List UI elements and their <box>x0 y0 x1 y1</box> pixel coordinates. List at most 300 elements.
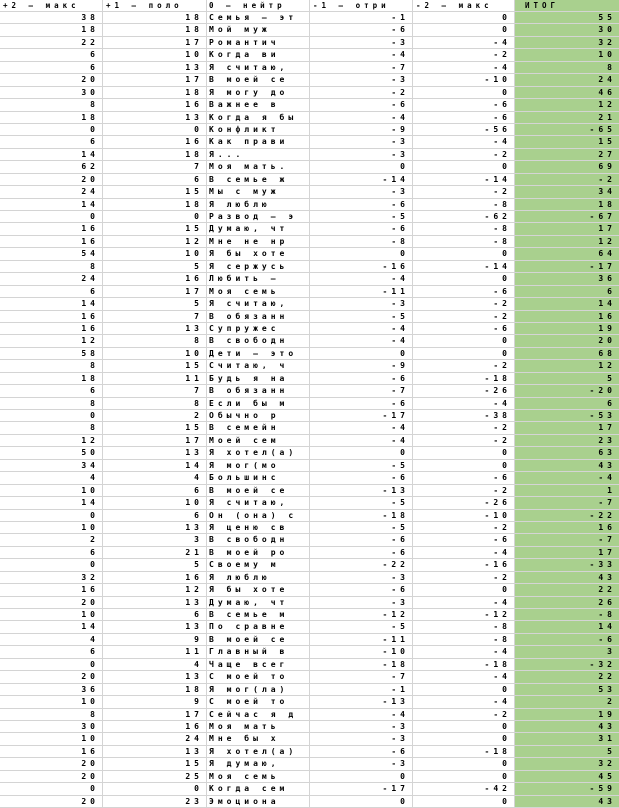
cell-plus-one[interactable]: 12 <box>103 584 207 596</box>
cell-total[interactable]: 12 <box>515 360 619 372</box>
cell-minus-one[interactable]: -22 <box>310 559 413 571</box>
cell-minus-two[interactable]: -6 <box>413 323 515 335</box>
cell-plus-one[interactable]: 5 <box>103 261 207 273</box>
cell-plus-two[interactable]: 14 <box>0 149 103 161</box>
cell-neutral[interactable]: Любить — <box>207 273 310 285</box>
cell-total[interactable]: 64 <box>515 248 619 260</box>
cell-plus-two[interactable]: 14 <box>0 621 103 633</box>
cell-total[interactable]: 17 <box>515 547 619 559</box>
cell-minus-two[interactable]: -6 <box>413 286 515 298</box>
cell-plus-two[interactable]: 30 <box>0 87 103 99</box>
cell-minus-two[interactable]: 0 <box>413 771 515 783</box>
cell-minus-one[interactable]: -16 <box>310 261 413 273</box>
cell-neutral[interactable]: Я мог(ла) <box>207 684 310 696</box>
cell-total[interactable]: -2 <box>515 174 619 186</box>
cell-plus-two[interactable]: 12 <box>0 435 103 447</box>
cell-neutral[interactable]: Я бы хоте <box>207 248 310 260</box>
cell-minus-two[interactable]: -2 <box>413 522 515 534</box>
cell-plus-one[interactable]: 4 <box>103 659 207 671</box>
cell-plus-one[interactable]: 13 <box>103 112 207 124</box>
cell-total[interactable]: 43 <box>515 721 619 733</box>
cell-plus-one[interactable]: 16 <box>103 273 207 285</box>
cell-minus-one[interactable]: -6 <box>310 99 413 111</box>
cell-minus-one[interactable]: -6 <box>310 534 413 546</box>
cell-plus-one[interactable]: 15 <box>103 186 207 198</box>
cell-total[interactable]: 1 <box>515 485 619 497</box>
cell-plus-one[interactable]: 21 <box>103 547 207 559</box>
cell-minus-one[interactable]: -13 <box>310 696 413 708</box>
cell-plus-two[interactable]: 4 <box>0 472 103 484</box>
cell-plus-one[interactable]: 9 <box>103 696 207 708</box>
cell-plus-two[interactable]: 24 <box>0 273 103 285</box>
cell-minus-one[interactable]: -3 <box>310 149 413 161</box>
cell-minus-one[interactable]: -18 <box>310 510 413 522</box>
cell-neutral[interactable]: В моей се <box>207 485 310 497</box>
cell-total[interactable]: 36 <box>515 273 619 285</box>
cell-total[interactable]: 16 <box>515 522 619 534</box>
cell-minus-two[interactable]: -62 <box>413 211 515 223</box>
cell-neutral[interactable]: Я мог(мо <box>207 460 310 472</box>
cell-minus-one[interactable]: 0 <box>310 161 413 173</box>
header-cell[interactable]: -2 — макс <box>413 0 515 12</box>
cell-minus-two[interactable]: -4 <box>413 37 515 49</box>
cell-plus-two[interactable]: 6 <box>0 547 103 559</box>
cell-plus-two[interactable]: 62 <box>0 161 103 173</box>
cell-plus-one[interactable]: 13 <box>103 447 207 459</box>
cell-total[interactable]: 10 <box>515 49 619 61</box>
cell-neutral[interactable]: В семье м <box>207 609 310 621</box>
cell-plus-two[interactable]: 20 <box>0 174 103 186</box>
cell-minus-two[interactable]: -8 <box>413 199 515 211</box>
cell-minus-one[interactable]: -6 <box>310 373 413 385</box>
cell-minus-one[interactable]: -4 <box>310 112 413 124</box>
cell-plus-two[interactable]: 8 <box>0 261 103 273</box>
cell-plus-two[interactable]: 20 <box>0 597 103 609</box>
cell-total[interactable]: 30 <box>515 24 619 36</box>
cell-total[interactable]: 20 <box>515 335 619 347</box>
cell-minus-one[interactable]: -4 <box>310 323 413 335</box>
cell-plus-two[interactable]: 32 <box>0 572 103 584</box>
cell-minus-one[interactable]: 0 <box>310 248 413 260</box>
cell-plus-two[interactable]: 0 <box>0 559 103 571</box>
cell-minus-one[interactable]: -6 <box>310 223 413 235</box>
cell-total[interactable]: 17 <box>515 422 619 434</box>
cell-minus-one[interactable]: -3 <box>310 74 413 86</box>
cell-minus-one[interactable]: -6 <box>310 472 413 484</box>
cell-neutral[interactable]: В свободн <box>207 335 310 347</box>
cell-plus-two[interactable]: 14 <box>0 497 103 509</box>
cell-minus-one[interactable]: -4 <box>310 709 413 721</box>
cell-minus-one[interactable]: 0 <box>310 348 413 360</box>
cell-plus-two[interactable]: 8 <box>0 422 103 434</box>
cell-neutral[interactable]: Обычно р <box>207 410 310 422</box>
cell-plus-one[interactable]: 5 <box>103 559 207 571</box>
cell-plus-two[interactable]: 18 <box>0 112 103 124</box>
cell-total[interactable]: -59 <box>515 783 619 795</box>
cell-plus-two[interactable]: 8 <box>0 398 103 410</box>
cell-neutral[interactable]: В семейн <box>207 422 310 434</box>
cell-minus-one[interactable]: -4 <box>310 273 413 285</box>
cell-minus-one[interactable]: -17 <box>310 410 413 422</box>
cell-minus-two[interactable]: -18 <box>413 659 515 671</box>
cell-plus-one[interactable]: 18 <box>103 24 207 36</box>
cell-total[interactable]: 46 <box>515 87 619 99</box>
cell-plus-one[interactable]: 25 <box>103 771 207 783</box>
cell-plus-two[interactable]: 10 <box>0 733 103 745</box>
cell-neutral[interactable]: Думаю, чт <box>207 597 310 609</box>
cell-plus-two[interactable]: 8 <box>0 99 103 111</box>
cell-total[interactable]: -67 <box>515 211 619 223</box>
cell-plus-two[interactable]: 6 <box>0 62 103 74</box>
cell-total[interactable]: 14 <box>515 298 619 310</box>
cell-total[interactable]: -8 <box>515 609 619 621</box>
cell-neutral[interactable]: Моей сем <box>207 435 310 447</box>
cell-plus-one[interactable]: 0 <box>103 124 207 136</box>
cell-plus-one[interactable]: 17 <box>103 709 207 721</box>
cell-total[interactable]: 55 <box>515 12 619 24</box>
cell-plus-two[interactable]: 36 <box>0 684 103 696</box>
cell-neutral[interactable]: Если бы м <box>207 398 310 410</box>
cell-plus-two[interactable]: 8 <box>0 709 103 721</box>
cell-minus-two[interactable]: -2 <box>413 49 515 61</box>
cell-plus-one[interactable]: 18 <box>103 684 207 696</box>
cell-plus-two[interactable]: 58 <box>0 348 103 360</box>
cell-total[interactable]: 12 <box>515 236 619 248</box>
cell-minus-one[interactable]: -6 <box>310 24 413 36</box>
cell-neutral[interactable]: Будь я на <box>207 373 310 385</box>
cell-total[interactable]: 21 <box>515 112 619 124</box>
cell-total[interactable]: 34 <box>515 186 619 198</box>
cell-minus-one[interactable]: -3 <box>310 597 413 609</box>
cell-plus-one[interactable]: 7 <box>103 385 207 397</box>
cell-plus-two[interactable]: 12 <box>0 335 103 347</box>
cell-total[interactable]: 27 <box>515 149 619 161</box>
cell-plus-two[interactable]: 0 <box>0 659 103 671</box>
cell-minus-two[interactable]: -8 <box>413 236 515 248</box>
cell-minus-two[interactable]: -18 <box>413 373 515 385</box>
cell-neutral[interactable]: Я люблю <box>207 199 310 211</box>
cell-neutral[interactable]: По сравне <box>207 621 310 633</box>
cell-plus-two[interactable]: 18 <box>0 373 103 385</box>
cell-minus-one[interactable]: -5 <box>310 311 413 323</box>
cell-plus-one[interactable]: 3 <box>103 534 207 546</box>
cell-minus-two[interactable]: 0 <box>413 796 515 808</box>
cell-plus-one[interactable]: 18 <box>103 12 207 24</box>
cell-minus-two[interactable]: 0 <box>413 12 515 24</box>
cell-plus-two[interactable]: 10 <box>0 609 103 621</box>
cell-total[interactable]: 31 <box>515 733 619 745</box>
cell-minus-two[interactable]: -4 <box>413 62 515 74</box>
cell-plus-two[interactable]: 0 <box>0 211 103 223</box>
cell-total[interactable]: 22 <box>515 584 619 596</box>
cell-neutral[interactable]: Главный в <box>207 646 310 658</box>
cell-minus-two[interactable]: -2 <box>413 360 515 372</box>
cell-total[interactable]: 19 <box>515 323 619 335</box>
cell-minus-two[interactable]: -2 <box>413 435 515 447</box>
cell-minus-two[interactable]: -14 <box>413 261 515 273</box>
cell-minus-one[interactable]: -9 <box>310 360 413 372</box>
cell-total[interactable]: 19 <box>515 709 619 721</box>
cell-plus-two[interactable]: 20 <box>0 771 103 783</box>
cell-minus-one[interactable]: -3 <box>310 758 413 770</box>
cell-plus-two[interactable]: 16 <box>0 323 103 335</box>
cell-minus-two[interactable]: -6 <box>413 112 515 124</box>
cell-minus-two[interactable]: -6 <box>413 99 515 111</box>
cell-neutral[interactable]: В моей се <box>207 634 310 646</box>
cell-plus-two[interactable]: 54 <box>0 248 103 260</box>
cell-minus-one[interactable]: -12 <box>310 609 413 621</box>
cell-neutral[interactable]: В обязанн <box>207 311 310 323</box>
cell-total[interactable]: 32 <box>515 758 619 770</box>
cell-total[interactable]: 8 <box>515 62 619 74</box>
cell-total[interactable]: -17 <box>515 261 619 273</box>
cell-plus-one[interactable]: 11 <box>103 646 207 658</box>
cell-minus-one[interactable]: -1 <box>310 684 413 696</box>
cell-neutral[interactable]: Я хотел(а) <box>207 746 310 758</box>
cell-plus-one[interactable]: 18 <box>103 87 207 99</box>
cell-plus-two[interactable]: 6 <box>0 136 103 148</box>
cell-minus-two[interactable]: -4 <box>413 398 515 410</box>
cell-total[interactable]: -33 <box>515 559 619 571</box>
cell-neutral[interactable]: Эмоциона <box>207 796 310 808</box>
cell-neutral[interactable]: Я бы хоте <box>207 584 310 596</box>
cell-plus-two[interactable]: 16 <box>0 746 103 758</box>
cell-minus-two[interactable]: -2 <box>413 149 515 161</box>
cell-plus-one[interactable]: 14 <box>103 460 207 472</box>
cell-plus-one[interactable]: 8 <box>103 335 207 347</box>
cell-plus-two[interactable]: 0 <box>0 410 103 422</box>
cell-minus-one[interactable]: -11 <box>310 286 413 298</box>
cell-neutral[interactable]: Я... <box>207 149 310 161</box>
cell-plus-one[interactable]: 0 <box>103 211 207 223</box>
cell-total[interactable]: -4 <box>515 472 619 484</box>
cell-neutral[interactable]: Семья — эт <box>207 12 310 24</box>
cell-plus-one[interactable]: 13 <box>103 746 207 758</box>
cell-minus-one[interactable]: -5 <box>310 497 413 509</box>
cell-neutral[interactable]: Сейчас я д <box>207 709 310 721</box>
header-cell-total[interactable]: ИТОГ <box>515 0 619 12</box>
cell-neutral[interactable]: Я считаю, <box>207 497 310 509</box>
cell-plus-two[interactable]: 16 <box>0 223 103 235</box>
cell-minus-one[interactable]: -9 <box>310 124 413 136</box>
cell-plus-one[interactable]: 16 <box>103 572 207 584</box>
cell-total[interactable]: 6 <box>515 398 619 410</box>
cell-minus-one[interactable]: 0 <box>310 796 413 808</box>
cell-minus-one[interactable]: -4 <box>310 422 413 434</box>
header-cell[interactable]: -1 — отри <box>310 0 413 12</box>
cell-plus-two[interactable]: 24 <box>0 186 103 198</box>
cell-plus-one[interactable]: 8 <box>103 398 207 410</box>
cell-minus-one[interactable]: -6 <box>310 746 413 758</box>
cell-neutral[interactable]: Мне бы х <box>207 733 310 745</box>
cell-minus-two[interactable]: -2 <box>413 186 515 198</box>
cell-minus-two[interactable]: -6 <box>413 472 515 484</box>
cell-neutral[interactable]: Считаю, ч <box>207 360 310 372</box>
cell-plus-one[interactable]: 13 <box>103 671 207 683</box>
cell-plus-two[interactable]: 6 <box>0 646 103 658</box>
cell-minus-one[interactable]: -5 <box>310 211 413 223</box>
cell-minus-two[interactable]: -10 <box>413 510 515 522</box>
cell-total[interactable]: 26 <box>515 597 619 609</box>
cell-total[interactable]: 53 <box>515 684 619 696</box>
cell-plus-one[interactable]: 13 <box>103 62 207 74</box>
cell-minus-two[interactable]: -2 <box>413 709 515 721</box>
cell-minus-two[interactable]: -14 <box>413 174 515 186</box>
cell-minus-two[interactable]: -18 <box>413 746 515 758</box>
cell-minus-two[interactable]: -6 <box>413 534 515 546</box>
cell-plus-one[interactable]: 7 <box>103 311 207 323</box>
cell-minus-one[interactable]: -5 <box>310 621 413 633</box>
cell-minus-two[interactable]: 0 <box>413 684 515 696</box>
cell-total[interactable]: -7 <box>515 497 619 509</box>
cell-minus-two[interactable]: -56 <box>413 124 515 136</box>
cell-total[interactable]: 23 <box>515 435 619 447</box>
cell-minus-one[interactable]: -1 <box>310 12 413 24</box>
cell-neutral[interactable]: Развод — э <box>207 211 310 223</box>
cell-plus-two[interactable]: 16 <box>0 236 103 248</box>
cell-neutral[interactable]: Моя мать. <box>207 161 310 173</box>
cell-neutral[interactable]: В семье ж <box>207 174 310 186</box>
cell-plus-one[interactable]: 6 <box>103 510 207 522</box>
cell-plus-one[interactable]: 5 <box>103 298 207 310</box>
cell-minus-two[interactable]: -8 <box>413 634 515 646</box>
cell-total[interactable]: -65 <box>515 124 619 136</box>
cell-plus-two[interactable]: 10 <box>0 696 103 708</box>
cell-plus-one[interactable]: 15 <box>103 758 207 770</box>
cell-neutral[interactable]: Мне не нр <box>207 236 310 248</box>
cell-plus-two[interactable]: 6 <box>0 286 103 298</box>
cell-minus-two[interactable]: 0 <box>413 584 515 596</box>
cell-minus-two[interactable]: -2 <box>413 298 515 310</box>
cell-total[interactable]: 45 <box>515 771 619 783</box>
cell-total[interactable]: 43 <box>515 572 619 584</box>
cell-total[interactable]: 68 <box>515 348 619 360</box>
cell-plus-one[interactable]: 15 <box>103 223 207 235</box>
cell-plus-one[interactable]: 7 <box>103 161 207 173</box>
cell-neutral[interactable]: Я думаю, <box>207 758 310 770</box>
cell-plus-one[interactable]: 17 <box>103 37 207 49</box>
cell-neutral[interactable]: В моей ро <box>207 547 310 559</box>
cell-plus-two[interactable]: 16 <box>0 311 103 323</box>
cell-minus-two[interactable]: -4 <box>413 136 515 148</box>
cell-neutral[interactable]: Моя семь <box>207 771 310 783</box>
cell-minus-two[interactable]: -4 <box>413 646 515 658</box>
cell-plus-two[interactable]: 14 <box>0 298 103 310</box>
cell-total[interactable]: 16 <box>515 311 619 323</box>
cell-neutral[interactable]: Своему м <box>207 559 310 571</box>
cell-minus-one[interactable]: 0 <box>310 447 413 459</box>
cell-plus-one[interactable]: 16 <box>103 99 207 111</box>
cell-plus-one[interactable]: 10 <box>103 348 207 360</box>
cell-minus-two[interactable]: -8 <box>413 223 515 235</box>
cell-plus-one[interactable]: 9 <box>103 634 207 646</box>
cell-plus-two[interactable]: 4 <box>0 634 103 646</box>
cell-minus-one[interactable]: -11 <box>310 634 413 646</box>
cell-plus-two[interactable]: 0 <box>0 124 103 136</box>
cell-neutral[interactable]: В обязанн <box>207 385 310 397</box>
cell-total[interactable]: -53 <box>515 410 619 422</box>
cell-plus-one[interactable]: 17 <box>103 435 207 447</box>
cell-neutral[interactable]: Я сержусь <box>207 261 310 273</box>
cell-minus-one[interactable]: -4 <box>310 49 413 61</box>
cell-minus-one[interactable]: -3 <box>310 37 413 49</box>
cell-minus-two[interactable]: -2 <box>413 422 515 434</box>
cell-minus-two[interactable]: -12 <box>413 609 515 621</box>
cell-minus-two[interactable]: 0 <box>413 273 515 285</box>
cell-neutral[interactable]: Мой муж <box>207 24 310 36</box>
cell-plus-one[interactable]: 24 <box>103 733 207 745</box>
cell-neutral[interactable]: Я считаю, <box>207 62 310 74</box>
cell-plus-one[interactable]: 4 <box>103 472 207 484</box>
cell-minus-two[interactable]: 0 <box>413 24 515 36</box>
cell-minus-one[interactable]: -3 <box>310 136 413 148</box>
cell-total[interactable]: 43 <box>515 796 619 808</box>
cell-total[interactable]: 17 <box>515 223 619 235</box>
cell-minus-two[interactable]: 0 <box>413 447 515 459</box>
cell-plus-two[interactable]: 16 <box>0 584 103 596</box>
cell-plus-one[interactable]: 16 <box>103 721 207 733</box>
cell-minus-two[interactable]: -4 <box>413 696 515 708</box>
cell-minus-one[interactable]: -14 <box>310 174 413 186</box>
cell-plus-one[interactable]: 6 <box>103 609 207 621</box>
cell-total[interactable]: 63 <box>515 447 619 459</box>
cell-minus-two[interactable]: -26 <box>413 385 515 397</box>
cell-plus-one[interactable]: 15 <box>103 422 207 434</box>
cell-minus-two[interactable]: 0 <box>413 460 515 472</box>
cell-minus-one[interactable]: -8 <box>310 236 413 248</box>
cell-minus-one[interactable]: -4 <box>310 435 413 447</box>
cell-minus-one[interactable]: -5 <box>310 460 413 472</box>
cell-total[interactable]: 43 <box>515 460 619 472</box>
cell-minus-two[interactable]: -4 <box>413 547 515 559</box>
cell-plus-one[interactable]: 18 <box>103 149 207 161</box>
header-cell[interactable]: +1 — поло <box>103 0 207 12</box>
cell-total[interactable]: -6 <box>515 634 619 646</box>
cell-plus-two[interactable]: 34 <box>0 460 103 472</box>
cell-neutral[interactable]: В моей се <box>207 74 310 86</box>
cell-plus-two[interactable]: 14 <box>0 199 103 211</box>
cell-neutral[interactable]: Я ценю св <box>207 522 310 534</box>
cell-neutral[interactable]: С моей то <box>207 696 310 708</box>
cell-total[interactable]: -7 <box>515 534 619 546</box>
cell-plus-two[interactable]: 10 <box>0 485 103 497</box>
cell-total[interactable]: 32 <box>515 37 619 49</box>
cell-neutral[interactable]: Конфликт <box>207 124 310 136</box>
cell-minus-two[interactable]: -38 <box>413 410 515 422</box>
cell-minus-one[interactable]: -7 <box>310 385 413 397</box>
cell-plus-two[interactable]: 20 <box>0 758 103 770</box>
cell-minus-one[interactable]: -7 <box>310 671 413 683</box>
cell-minus-two[interactable]: -4 <box>413 671 515 683</box>
cell-plus-one[interactable]: 17 <box>103 74 207 86</box>
cell-minus-one[interactable]: -3 <box>310 572 413 584</box>
cell-neutral[interactable]: Чаще всег <box>207 659 310 671</box>
cell-neutral[interactable]: Когда ви <box>207 49 310 61</box>
cell-minus-two[interactable]: -2 <box>413 311 515 323</box>
cell-neutral[interactable]: Я могу до <box>207 87 310 99</box>
cell-plus-one[interactable]: 23 <box>103 796 207 808</box>
cell-plus-two[interactable]: 18 <box>0 24 103 36</box>
cell-total[interactable]: 3 <box>515 646 619 658</box>
cell-minus-two[interactable]: 0 <box>413 733 515 745</box>
cell-minus-one[interactable]: -6 <box>310 547 413 559</box>
cell-plus-two[interactable]: 38 <box>0 12 103 24</box>
cell-plus-two[interactable]: 20 <box>0 74 103 86</box>
header-cell[interactable]: +2 — макс <box>0 0 103 12</box>
cell-plus-two[interactable]: 6 <box>0 49 103 61</box>
cell-plus-one[interactable]: 10 <box>103 248 207 260</box>
cell-total[interactable]: 24 <box>515 74 619 86</box>
